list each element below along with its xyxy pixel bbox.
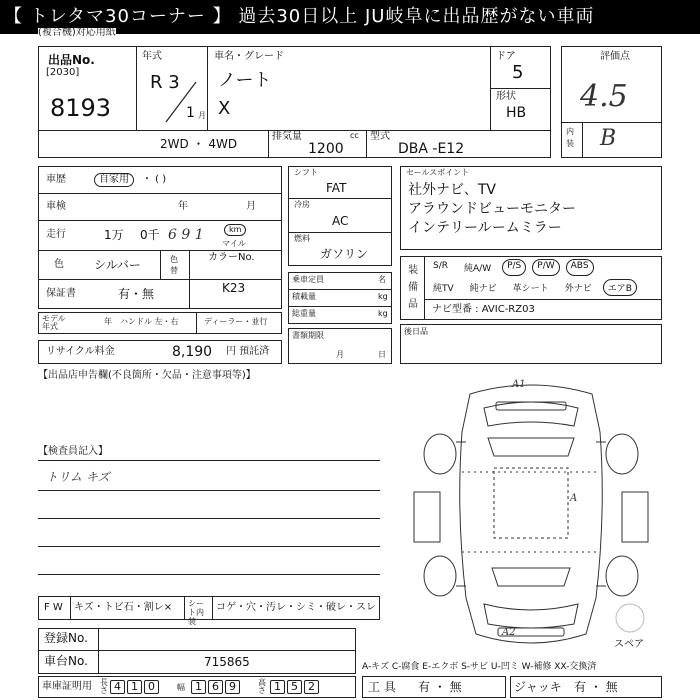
width-digit: 1 — [191, 680, 206, 694]
sales-line-1: 社外ナビ、TV — [408, 182, 496, 198]
year-value: R 3 — [150, 72, 180, 93]
reg-month: 月 — [336, 350, 344, 359]
body-label: 形状 — [496, 91, 516, 102]
name-label: 車名・グレード — [214, 51, 284, 62]
height-digit: 1 — [270, 680, 285, 694]
shift-value: FAT — [326, 181, 347, 195]
sales-line-3: インテリールームミラー — [408, 220, 562, 236]
seat-label: シート内装 — [188, 599, 204, 626]
color-value: シルバー — [94, 258, 141, 272]
length-digit: 4 — [110, 680, 125, 694]
year-label: 年式 — [142, 51, 162, 62]
recycle-label: リサイクル料金 — [46, 346, 115, 357]
load-label: 積載量 — [292, 292, 316, 301]
damage-mark-side: A — [570, 493, 578, 504]
later-box — [400, 324, 662, 364]
eq-ps: P/S — [502, 259, 526, 276]
handle-field: ハンドル 左・右 — [120, 317, 179, 326]
chassis-value: 715865 — [204, 655, 250, 669]
color-number: K23 — [222, 281, 246, 295]
interior-value: B — [600, 126, 617, 151]
grade: X — [218, 98, 231, 119]
equipment-label: 装備品 — [408, 265, 418, 310]
cert-dims — [100, 679, 321, 695]
fw-label: F W — [44, 602, 63, 613]
weight-unit: kg — [378, 309, 388, 318]
seller-note-label: 【出品店申告欄(不良箇所・欠品・注意事項等)】 — [38, 370, 256, 381]
disp-unit: cc — [350, 131, 359, 140]
length-digit: 1 — [127, 680, 142, 694]
equipment-row-2 — [428, 279, 637, 296]
height-label: 高さ — [258, 678, 266, 695]
capacity-unit: 名 — [378, 275, 386, 284]
recycle-unit: 円 預託済 — [226, 346, 270, 357]
eq-aw: 純A/W — [459, 259, 496, 276]
mile-unit: マイル — [222, 239, 246, 248]
drive-type: 2WD ・ 4WD — [160, 137, 238, 151]
mileage-10k: 1万 — [104, 228, 124, 242]
ac-value: AC — [332, 214, 349, 228]
mileage-handwritten: 6 9 1 — [168, 227, 204, 243]
history-label: 車歴 — [46, 174, 66, 185]
inspection-year: 年 — [178, 201, 188, 212]
month-unit: 月 — [198, 111, 206, 120]
eq-leather: 革シート — [508, 279, 554, 296]
sales-line-2: アラウンドビューモニター — [408, 201, 576, 217]
car-damage-diagram — [400, 372, 662, 660]
dealer-field: ディーラー・並行 — [204, 317, 268, 326]
car-name: ノート — [218, 70, 272, 91]
width-label: 幅 — [177, 682, 185, 692]
lot-code: [2030] — [46, 67, 80, 78]
reg-deadline-label: 書類期限 — [292, 331, 324, 340]
fw-text: キズ・トビ石・割レ× — [74, 602, 173, 613]
score-label: 評価点 — [600, 51, 630, 62]
width-digit: 6 — [208, 680, 223, 694]
weight-label: 総重量 — [292, 309, 316, 318]
damage-mark-top: A1 — [512, 379, 526, 390]
history-rest: ・ ( ) — [142, 174, 167, 185]
load-unit: kg — [378, 292, 388, 301]
reg-no-label: 登録No. — [44, 631, 88, 645]
reg-day: 日 — [378, 350, 386, 359]
sales-label: セールスポイント — [406, 168, 470, 177]
height-digit: 2 — [304, 680, 319, 694]
lot-label: 出品No. — [48, 53, 95, 67]
navi-model: ナビ型番 : AVIC-RZ03 — [432, 304, 535, 315]
color-no-label: カラーNo. — [208, 252, 255, 263]
top-note: (複合機)対応用紙 — [38, 27, 116, 38]
later-label: 後日品 — [404, 327, 428, 336]
interior-label: 内装 — [566, 127, 574, 148]
warranty-value: 有・無 — [118, 287, 155, 301]
eq-sr: S/R — [428, 259, 453, 276]
inspector-note: トリム キズ — [46, 470, 110, 484]
equipment-row-1 — [428, 259, 594, 276]
tools-value: 有 ・ 無 — [418, 680, 462, 694]
damage-mark-bottom: A2 — [502, 627, 516, 638]
width-digit: 9 — [225, 680, 240, 694]
inspection-month: 月 — [246, 201, 256, 212]
color-label: 色 — [54, 259, 64, 270]
km-unit: km — [224, 224, 246, 236]
history-value: 自家用 — [94, 173, 134, 187]
model-year-unit: 年 — [104, 317, 112, 326]
disp-label: 排気量 — [272, 131, 302, 142]
fuel-value: ガソリン — [320, 247, 369, 261]
inspector-label: 【検査員記入】 — [38, 446, 108, 457]
warranty-label: 保証書 — [46, 288, 76, 299]
mileage-1k: 0千 — [140, 228, 160, 242]
cert-label: 車庫証明用 — [42, 681, 92, 692]
month-value: 1 — [186, 105, 195, 121]
banner: 【 トレタマ30コーナー 】 過去30日以上 JU岐阜に出品歴がない車両 — [0, 0, 700, 34]
chassis-label: 車台No. — [44, 654, 88, 668]
length-label: 長さ — [100, 678, 108, 695]
color-change-label: 色替 — [170, 255, 178, 275]
score-value: 4.5 — [580, 79, 628, 114]
inspection-label: 車検 — [46, 201, 66, 212]
recycle-value: 8,190 — [172, 344, 213, 360]
tools-label: 工 具 — [368, 680, 396, 694]
model-year-label: モデル年式 — [42, 314, 66, 331]
damage-legend: A-キズ C-腐食 E-エクボ S-サビ U-凹ミ W-補修 XX-交換済 — [362, 662, 597, 672]
eq-pw: P/W — [532, 259, 559, 276]
model-code: DBA -E12 — [398, 141, 465, 157]
height-digit: 5 — [287, 680, 302, 694]
doors-label: ドア — [496, 51, 516, 62]
capacity-label: 乗車定員 — [292, 275, 324, 284]
seat-text: コゲ・穴・汚レ・シミ・破レ・スレ — [216, 602, 376, 613]
lot-number: 8193 — [50, 94, 112, 122]
eq-navi: 純ナビ — [465, 279, 502, 296]
displacement: 1200 — [308, 141, 344, 157]
jack-value: 有 ・ 無 — [574, 680, 618, 694]
mileage-label: 走行 — [46, 229, 66, 240]
ac-label: 冷房 — [294, 200, 310, 209]
spare-label: スペア — [614, 639, 644, 650]
body-value: HB — [506, 105, 527, 121]
doors-value: 5 — [512, 62, 524, 83]
fuel-label: 燃料 — [294, 234, 310, 243]
eq-tv: 純TV — [428, 279, 459, 296]
model-label: 型式 — [370, 131, 390, 142]
jack-label: ジャッキ — [514, 680, 562, 694]
eq-airbag: エアB — [603, 279, 637, 296]
eq-abs: ABS — [566, 259, 594, 276]
length-digit: 0 — [144, 680, 159, 694]
shift-label: シフト — [294, 168, 318, 177]
eq-ext-navi: 外ナビ — [560, 279, 597, 296]
